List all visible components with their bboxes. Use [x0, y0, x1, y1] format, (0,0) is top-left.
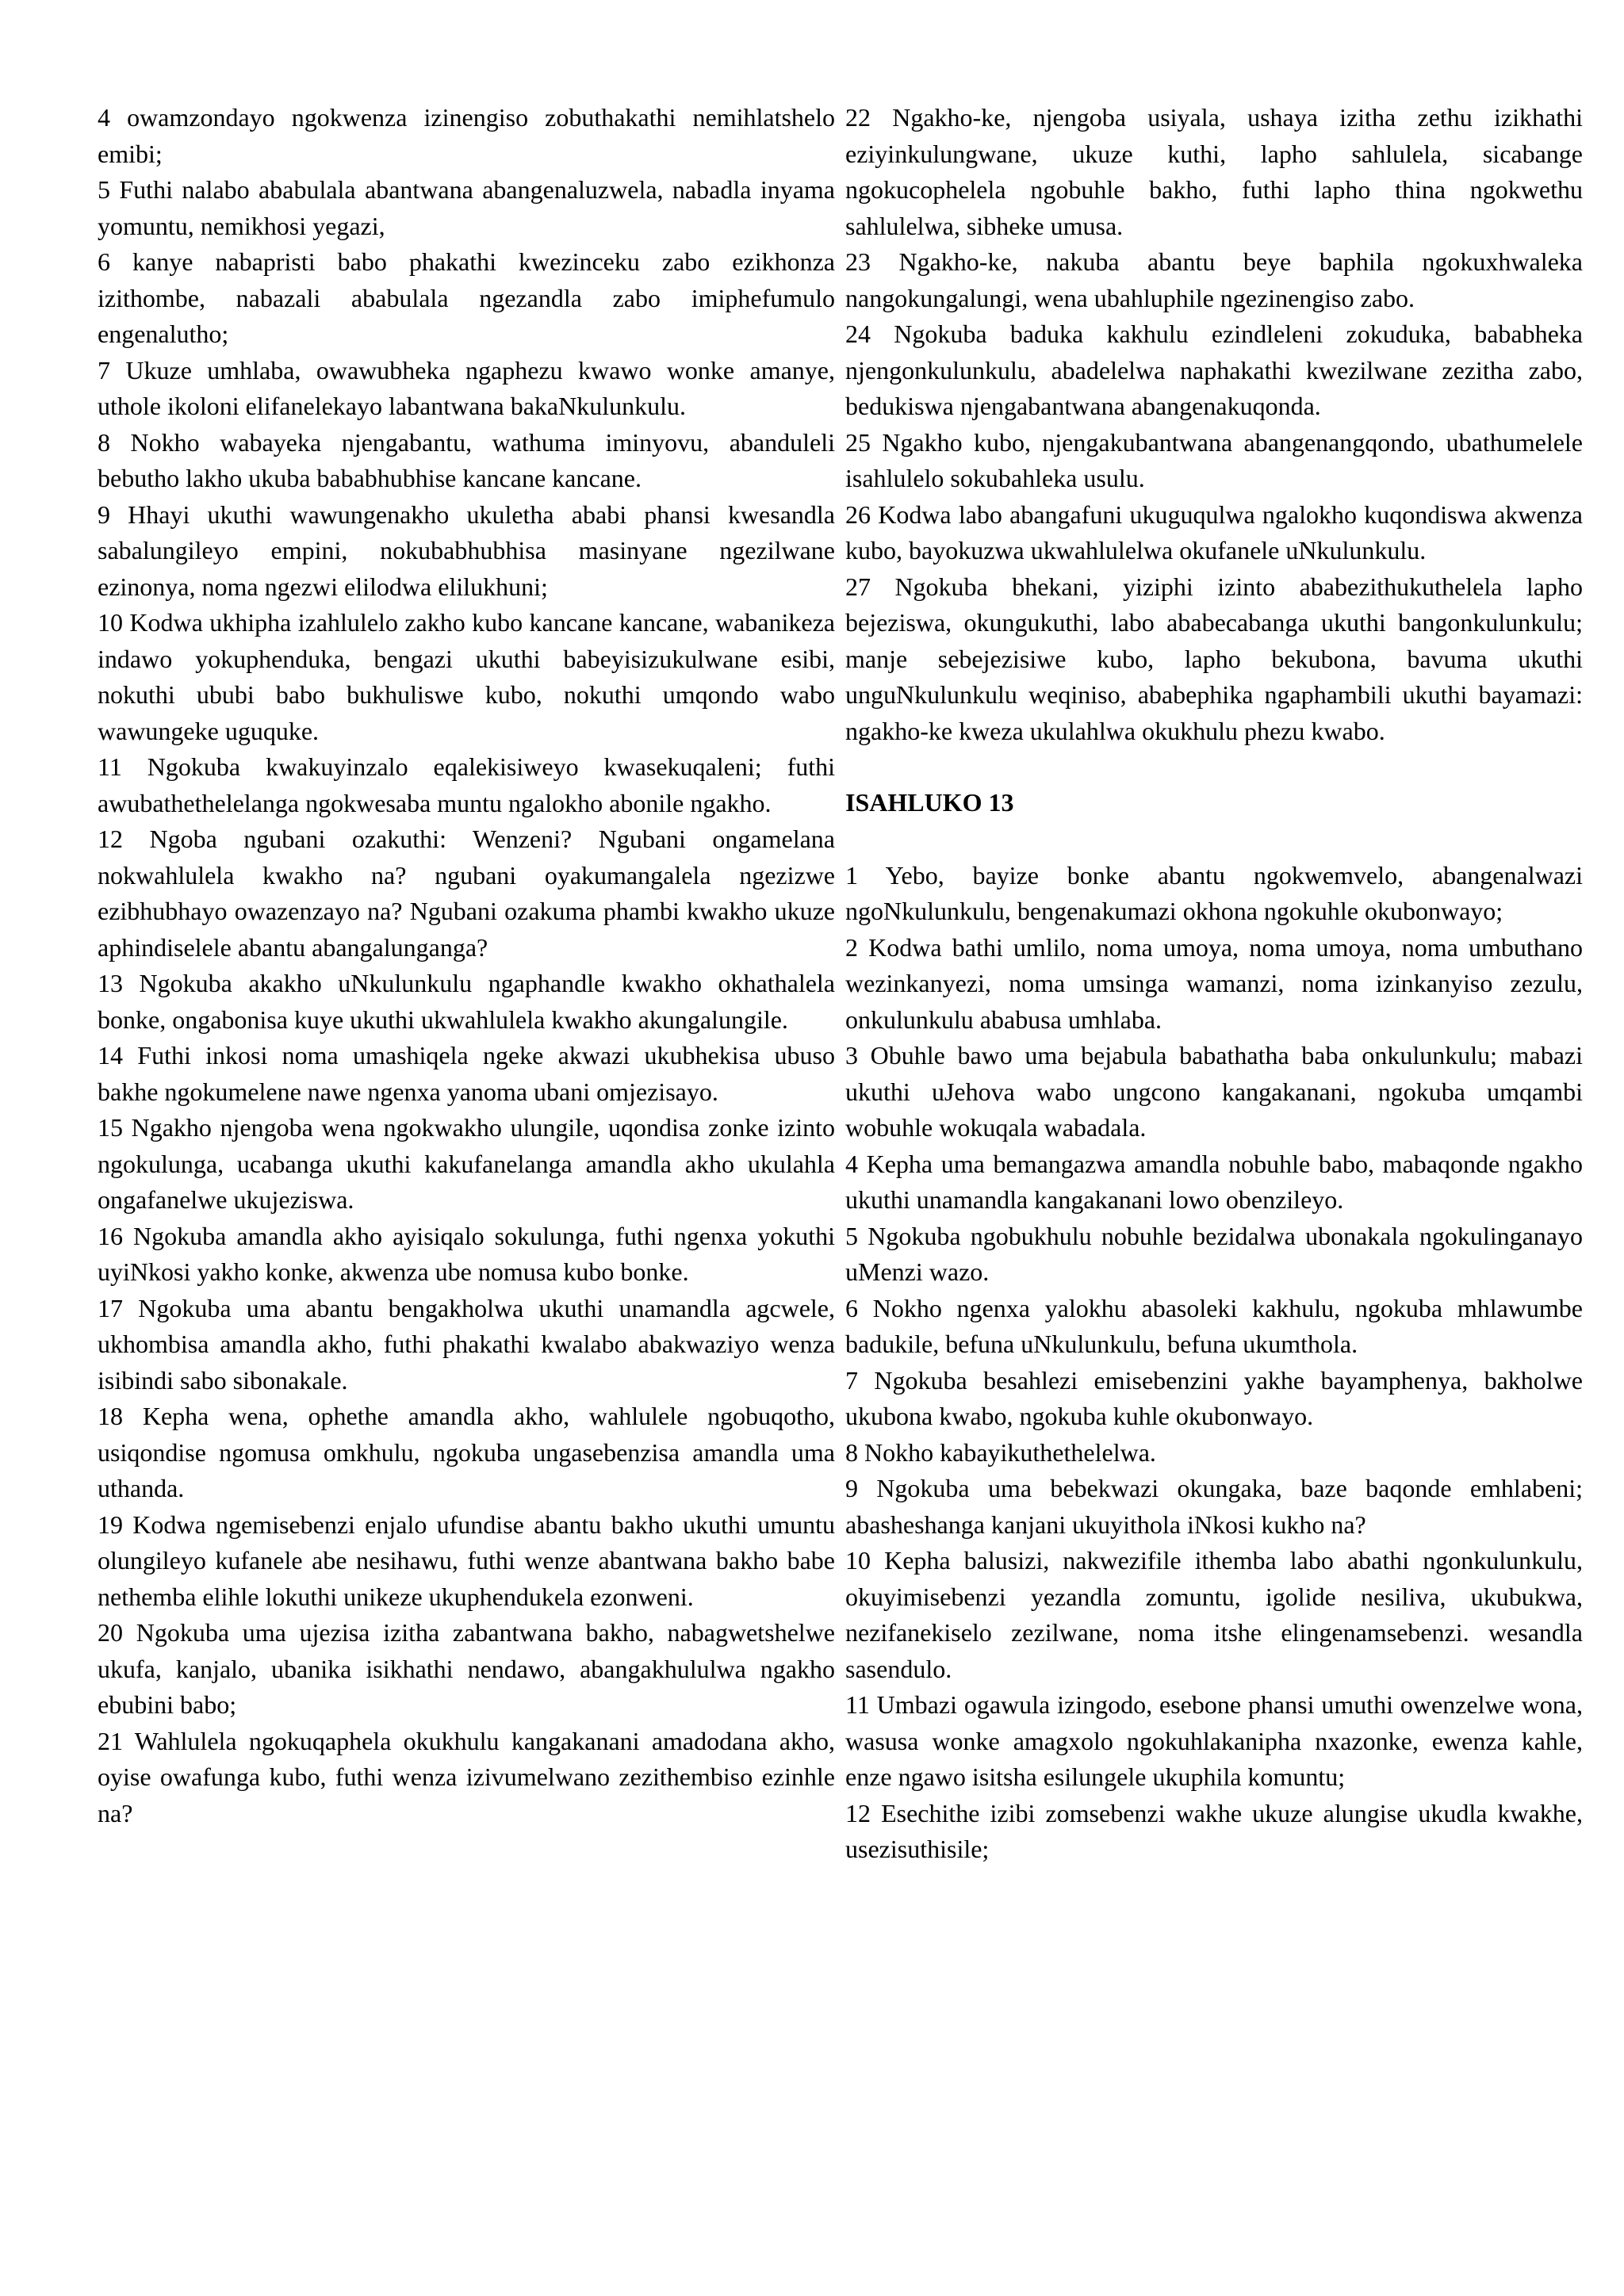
verse-17: 17 Ngokuba uma abantu bengakholwa ukuthi unamandla agcwele, ukhombisa amandla akho, futhi phakathi kwalabo abakwaziyo wenza isibindi sabo sibonakale. — [98, 1293, 835, 1395]
ch13-verse-7: 7 Ngokuba besahlezi emisebenzini yakhe bayamphenya, bakholwe ukubona kwabo, ngokuba kuhle okubonwayo. — [845, 1365, 1583, 1430]
ch13-verse-12: 12 Esechithe izibi zomsebenzi wakhe ukuze alungise ukudla kwakhe, usezisuthisile; — [845, 1798, 1583, 1863]
verse-10: 10 Kodwa ukhipha izahlulelo zakho kubo kancane kancane, wabanikeza indawo yokuphenduka, bengazi ukuthi babeyisizukulwane esibi, nokuthi ububi babo bukhuliswe kubo, nokuthi umqondo wabo wawungeke uguquke. — [98, 608, 835, 745]
ch13-verse-4: 4 Kepha uma bemangazwa amandla nobuhle babo, mabaqonde ngakho ukuthi unamandla kangakanani lowo obenzileyo. — [845, 1149, 1583, 1214]
ch13-verse-10: 10 Kepha balusizi, nakwezifile ithemba labo abathi ngonkulunkulu, okuyimisebenzi yezandla zomuntu, igolide nesiliva, ukubukwa, nezifanekiselo zezilwane, noma itshe elingenamsebenzi. wesandla sasendulo. — [845, 1546, 1583, 1683]
verse-18: 18 Kepha wena, ophethe amandla akho, wahlulele ngobuqotho, usiqondise ngomusa omkhulu, ngokuba ungasebenzisa amandla uma uthanda. — [98, 1402, 835, 1502]
verse-23: 23 Ngakho-ke, nakuba abantu beye baphila ngokuxhwaleka nangokungalungi, wena ubahluphile ngezinengiso zabo. — [845, 247, 1583, 312]
verse-12: 12 Ngoba ngubani ozakuthi: Wenzeni? Ngubani ongamelana nokwahlulela kwakho na? ngubani oyakumangalela ngezizwe ezibhubhayo owazenzayo na? Ngubani ozakuma phambi kwakho ukuze aphindiselele abantu abangalunganga? — [98, 825, 835, 962]
ch13-verse-2: 2 Kodwa bathi umlilo, noma umoya, noma umoya, noma umbuthano wezinkanyezi, noma umsinga wamanzi, noma izinkanyiso zezulu, onkulunkulu ababusa umhlaba. — [845, 932, 1583, 1034]
verse-16: 16 Ngokuba amandla akho ayisiqalo sokulunga, futhi ngenxa yokuthi uyiNkosi yakho konke, akwenza ube nomusa kubo bonke. — [98, 1221, 835, 1286]
verse-25: 25 Ngakho kubo, njengakubantwana abangenangqondo, ubathumelele isahlulelo sokubahleka usulu. — [845, 427, 1583, 492]
ch13-verse-9: 9 Ngokuba uma bebekwazi okungaka, baze baqonde emhlabeni; abasheshanga kanjani ukuyithola iNkosi kukho na? — [845, 1474, 1583, 1539]
verse-26: 26 Kodwa labo abangafuni ukuguqulwa ngalokho kuqondiswa akwenza kubo, bayokuzwa ukwahlulelwa okufanele uNkulunkulu. — [845, 499, 1583, 564]
right-column — [845, 100, 1583, 1868]
verse-21: 21 Wahlulela ngokuqaphela okukhulu kangakanani amadodana akho, oyise owafunga kubo, futhi wenza izivumelwano zezithembiso ezinhle na? — [98, 1726, 835, 1827]
left-column — [98, 100, 835, 1831]
ch13-verse-8: 8 Nokho kabayikuthethelelwa. — [845, 1437, 1156, 1467]
verse-14: 14 Futhi inkosi noma umashiqela ngeke akwazi ukubhekisa ubuso bakhe ngokumelene nawe ngenxa yanoma ubani omjezisayo. — [98, 1041, 835, 1106]
verse-15: 15 Ngakho njengoba wena ngokwakho ulungile, uqondisa zonke izinto ngokulunga, ucabanga ukuthi kakufanelanga amandla akho ukulahla ongafanelwe ukujeziswa. — [98, 1113, 835, 1214]
verse-27: 27 Ngokuba bhekani, yiziphi izinto ababezithukuthelela lapho bejeziswa, okungukuthi, labo ababecabanga ukuthi bangonkulunkulu; manje sebejezisiwe kubo, lapho bekubona, bavuma ukuthi unguNkulunkulu weqiniso, ababephika ngaphambili ukuthi bayamazi: ngakho-ke kweza ukulahlwa okukhulu phezu kwabo. — [845, 572, 1583, 745]
ch13-verse-3: 3 Obuhle bawo uma bejabula babathatha baba onkulunkulu; mabazi ukuthi uJehova wabo ungcono kangakanani, ngokuba umqambi wobuhle wokuqala wabadala. — [845, 1041, 1583, 1142]
verse-9: 9 Hhayi ukuthi wawungenakho ukuletha ababi phansi kwesandla sabalungileyo empini, nokubabhubhisa masinyane ngezilwane ezinonya, noma ngezwi elilodwa elilukhuni; — [98, 499, 835, 601]
verse-13: 13 Ngokuba akakho uNkulunkulu ngaphandle kwakho okhathalela bonke, ongabonisa kuye ukuthi ukwahlulela kwakho akungalungile. — [98, 969, 835, 1034]
ch13-verse-1: 1 Yebo, bayize bonke abantu ngokwemvelo, abangenalwazi ngoNkulunkulu, bengenakumazi okhona ngokuhle okubonwayo; — [845, 860, 1583, 925]
verse-8: 8 Nokho wabayeka njengabantu, wathuma iminyovu, abanduleli bebutho lakho ukuba bababhubhise kancane kancane. — [98, 427, 835, 492]
verse-24: 24 Ngokuba baduka kakhulu ezindleleni zokuduka, bababheka njengonkulunkulu, abadelelwa naphakathi kwezilwane zezitha zabo, bedukiswa njengabantwana abangenakuqonda. — [845, 320, 1583, 420]
verse-4: 4 owamzondayo ngokwenza izinengiso zobuthakathi nemihlatshelo emibi; — [98, 103, 835, 168]
ch13-verse-6: 6 Nokho ngenxa yalokhu abasoleki kakhulu, ngokuba mhlawumbe badukile, befuna uNkulunkulu, befuna ukumthola. — [845, 1293, 1583, 1358]
ch13-verse-5: 5 Ngokuba ngobukhulu nobuhle bezidalwa ubonakala ngokulinganayo uMenzi wazo. — [845, 1221, 1583, 1286]
verse-6: 6 kanye nabapristi babo phakathi kwezinceku zabo ezikhonza izithombe, nabazali ababulala ngezandla zabo imiphefumulo engenalutho; — [98, 247, 835, 348]
verse-11: 11 Ngokuba kwakuyinzalo eqalekisiweyo kwasekuqaleni; futhi awubathethelelanga ngokwesaba muntu ngalokho abonile ngakho. — [98, 752, 835, 817]
verse-22: 22 Ngakho-ke, njengoba usiyala, ushaya izitha zethu izikhathi eziyinkulungwane, ukuze kuthi, lapho sahlulela, sicabange ngokucophelela ngobuhle bakho, futhi lapho thina ngokwethu sahlulelwa, sibheke umusa. — [845, 103, 1583, 240]
ch13-verse-11: 11 Umbazi ogawula izingodo, esebone phansi umuthi owenzelwe wona, wasusa wonke amagxolo ngokuhlakanipha nxazonke, ewenza kahle, enze ngawo isitsha esilungele ukuphila komuntu; — [845, 1690, 1583, 1791]
verse-7: 7 Ukuze umhlaba, owawubheka ngaphezu kwawo wonke amanye, uthole ikoloni elifanelekayo labantwana bakaNkulunkulu. — [98, 355, 835, 420]
verse-19: 19 Kodwa ngemisebenzi enjalo ufundise abantu bakho ukuthi umuntu olungileyo kufanele abe nesihawu, futhi wenze abantwana bakho babe nethemba elihle lokuthi unikeze ukuphendukela ezonweni. — [98, 1510, 835, 1611]
verse-20: 20 Ngokuba uma ujezisa izitha zabantwana bakho, nabagwetshelwe ukufa, kanjalo, ubanika isikhathi nendawo, abangakhululwa ngakho ebubini babo; — [98, 1618, 835, 1719]
verse-5: 5 Futhi nalabo ababulala abantwana abangenaluzwela, nabadla inyama yomuntu, nemikhosi yegazi, — [98, 175, 835, 240]
chapter-heading: ISAHLUKO 13 — [845, 788, 1014, 817]
